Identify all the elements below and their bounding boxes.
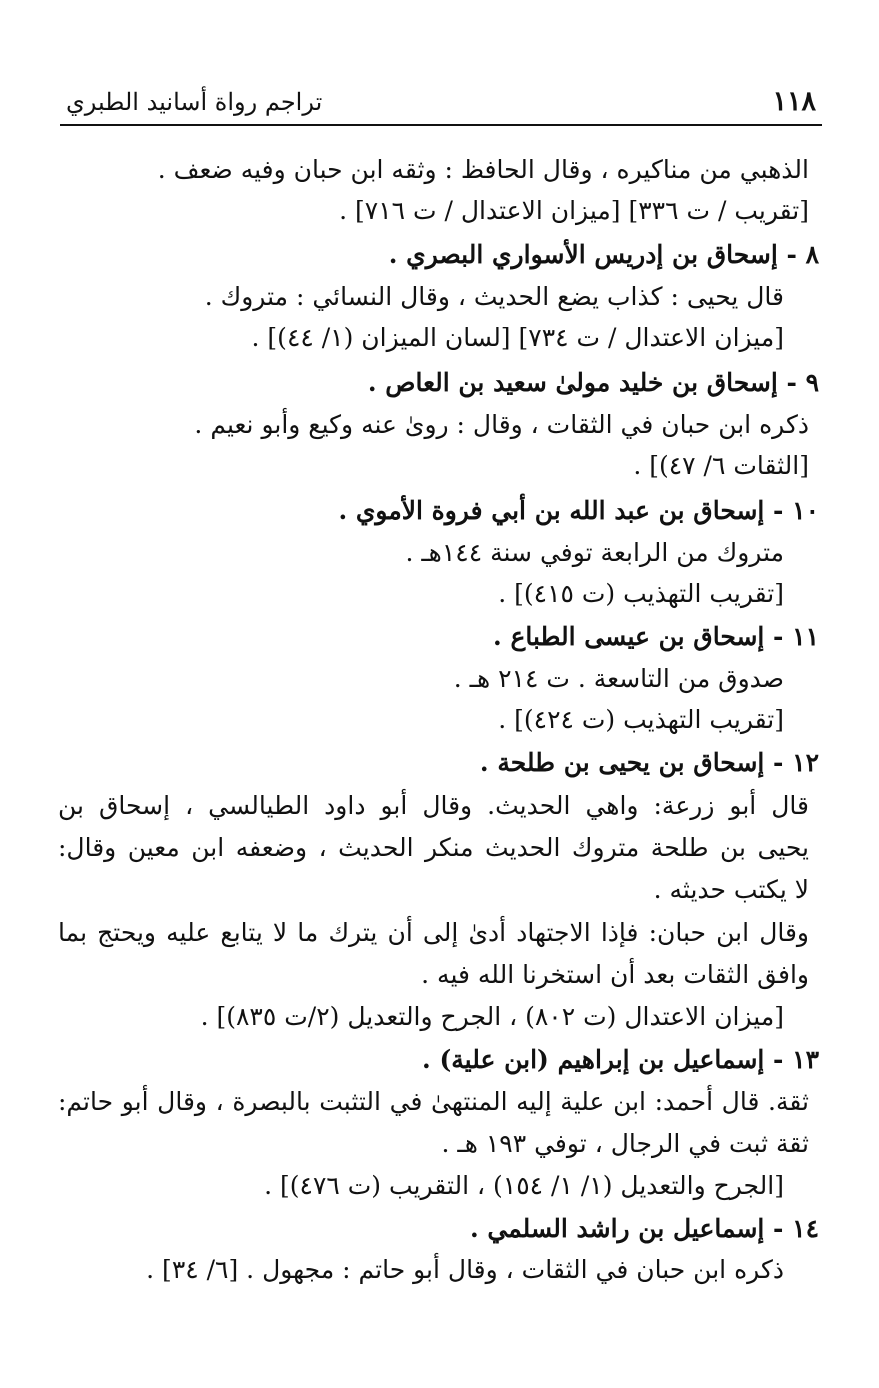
text-line: قال يحيى : كذاب يضع الحديث ، وقال النسائي : متروك .: [204, 282, 784, 311]
text-line: وقال ابن حبان: فإذا الاجتهاد أدىٰ إلى أن يترك ما لا يتابع عليه ويحتج بما: [58, 918, 809, 947]
reference-line: [ميزان الاعتدال (ت ٨٠٢) ، الجرح والتعديل (٢/ت ٨٣٥)] .: [200, 1002, 784, 1031]
text-line: متروك من الرابعة توفي سنة ١٤٤هـ .: [405, 538, 784, 567]
reference-line: [تقريب / ت ٣٣٦] [ميزان الاعتدال / ت ٧١٦] .: [339, 196, 809, 225]
reference-line: [تقريب التهذيب (ت ٤٢٤)] .: [498, 705, 784, 734]
text-line: صدوق من التاسعة . ت ٢١٤ هـ .: [453, 664, 784, 693]
text-line: وافق الثقات بعد أن استخرنا الله فيه .: [421, 960, 809, 989]
text-line: يحيى بن طلحة متروك الحديث منكر الحديث ، وضعفه ابن معين وقال:: [58, 833, 809, 862]
page-header: [60, 84, 822, 126]
entry-heading: ٩ - إسحاق بن خليد مولىٰ سعيد بن العاص .: [367, 368, 819, 397]
entry-heading: ١٣ - إسماعيل بن إبراهيم (ابن علية) .: [422, 1045, 819, 1074]
text-line: ذكره ابن حبان في الثقات ، وقال أبو حاتم : مجهول . [٦/ ٣٤] .: [146, 1255, 784, 1284]
text-line: الذهبي من مناكيره ، وقال الحافظ : وثقه ابن حبان وفيه ضعف .: [157, 155, 809, 184]
text-line: ذكره ابن حبان في الثقات ، وقال : روىٰ عنه وكيع وأبو نعيم .: [194, 410, 809, 439]
text-line: لا يكتب حديثه .: [653, 875, 809, 904]
entry-heading: ١٢ - إسحاق بن يحيى بن طلحة .: [479, 748, 819, 777]
page-number: ١١٨: [772, 86, 816, 117]
running-title: تراجم رواة أسانيد الطبري: [66, 88, 323, 116]
reference-line: [الثقات ٦/ ٤٧)] .: [633, 451, 809, 480]
reference-line: [ميزان الاعتدال / ت ٧٣٤] [لسان الميزان (١/ ٤٤)] .: [251, 323, 784, 352]
reference-line: [تقريب التهذيب (ت ٤١٥)] .: [498, 579, 784, 608]
text-line: ثقة ثبت في الرجال ، توفي ١٩٣ هـ .: [441, 1129, 809, 1158]
entry-heading: ١٠ - إسحاق بن عبد الله بن أبي فروة الأموي .: [338, 496, 819, 525]
text-line: ثقة. قال أحمد: ابن علية إليه المنتهىٰ في التثبت بالبصرة ، وقال أبو حاتم:: [58, 1087, 809, 1116]
entry-heading: ١٤ - إسماعيل بن راشد السلمي .: [469, 1214, 819, 1243]
reference-line: [الجرح والتعديل (١/ ١/ ١٥٤) ، التقريب (ت ٤٧٦)] .: [264, 1171, 784, 1200]
entry-heading: ٨ - إسحاق بن إدريس الأسواري البصري .: [388, 240, 819, 269]
text-line: قال أبو زرعة: واهي الحديث. وقال أبو داود الطيالسي ، إسحاق بن: [58, 791, 809, 820]
entry-heading: ١١ - إسحاق بن عيسى الطباع .: [493, 622, 819, 651]
